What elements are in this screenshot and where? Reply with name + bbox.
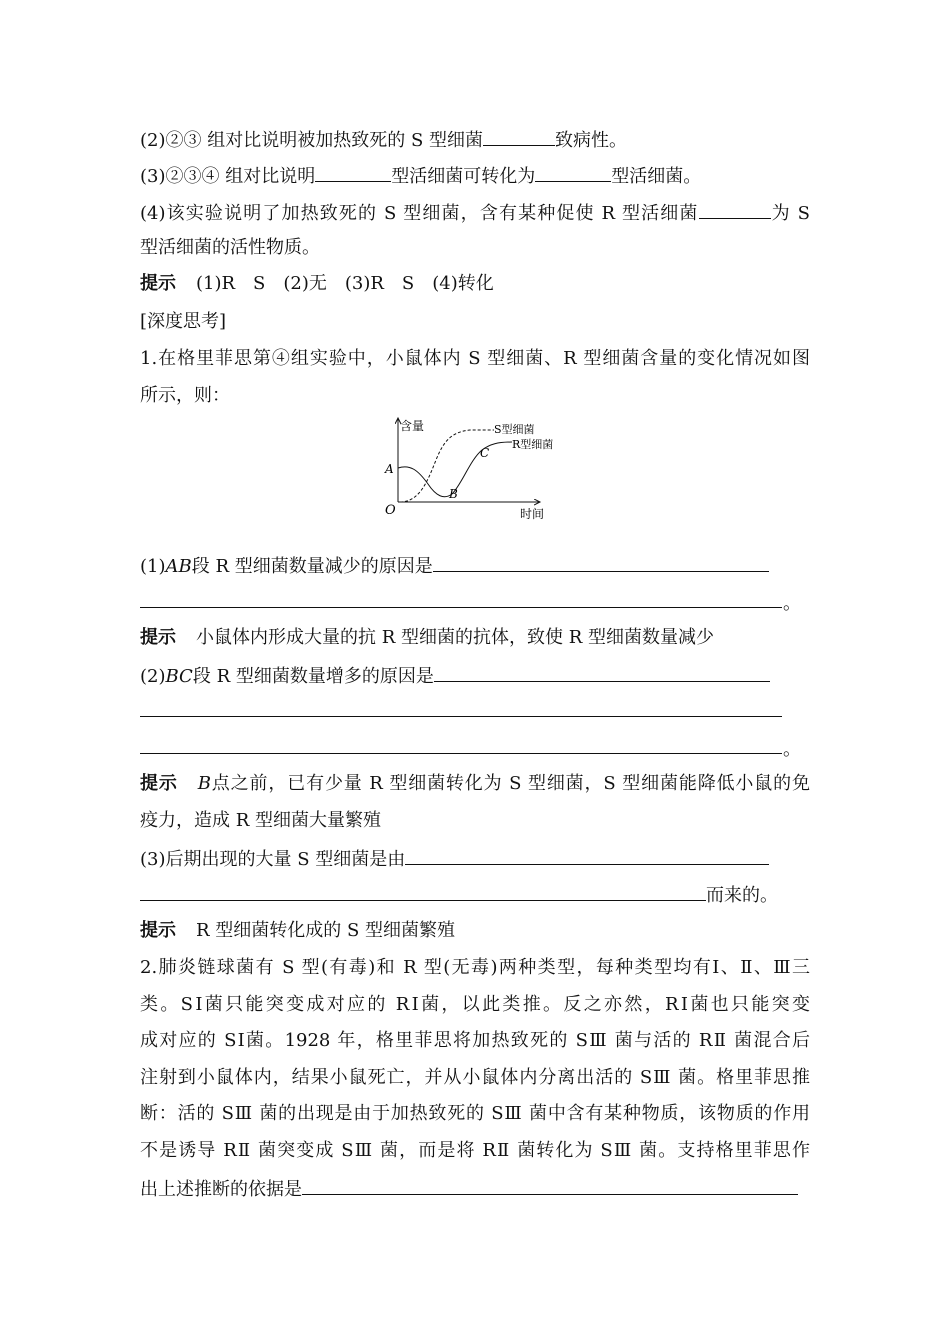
deep-question-2-line: 2.肺炎链球菌有 S 型(有毒)和 R 型(无毒)两种类型，每种类型均有Ⅰ、Ⅱ、Ⅲ三 [140, 957, 811, 978]
hint-sub1 [140, 626, 714, 650]
answer-blank[interactable] [302, 1176, 798, 1195]
bacteria-content-graph [370, 410, 580, 530]
answer-blank[interactable] [535, 163, 611, 182]
question-2-suffix: 致病性。 [555, 130, 627, 151]
deep-question-2-line: 不是诱导 RⅡ 菌突变成 SⅢ 菌，而是将 RⅡ 菌转化为 SⅢ 菌。支持格里菲思作 [140, 1140, 810, 1161]
sentence-end: 。 [783, 593, 801, 614]
legend-r: R型细菌 [512, 438, 554, 451]
hint-label: 提示 [140, 920, 176, 941]
answer-blank[interactable] [483, 127, 555, 146]
hint-1 [140, 272, 494, 296]
deep-question-1-line2: 所示，则： [140, 385, 230, 406]
point-b-label: B [449, 487, 458, 501]
hint-sub3 [140, 919, 455, 943]
deep-question-2-text: 出上述推断的依据是 [140, 1179, 302, 1200]
sub-question-3-line2 [140, 882, 778, 908]
hint-text: 点之前，已有少量 R 型细菌转化为 S 型细菌，S 型细菌能降低小鼠的免 [210, 773, 811, 794]
hint-sub2-line2: 疫力，造成 R 型细菌大量繁殖 [140, 810, 381, 831]
answer-blank[interactable] [434, 663, 770, 682]
sub-question-1-term: AB [165, 556, 192, 577]
section-title: [深度思考] [140, 311, 227, 332]
x-axis-label: 时间 [520, 507, 545, 521]
origin-label: O [385, 503, 396, 518]
answer-blank[interactable] [699, 200, 771, 219]
hint-label: 提示 [140, 773, 178, 794]
hint-label: 提示 [140, 627, 176, 648]
question-2-text: (2)②③ 组对比说明被加热致死的 S 型细菌 [140, 130, 483, 151]
y-axis-label: 含量 [400, 419, 425, 433]
deep-question-2-last-line [140, 1176, 798, 1202]
answer-blank[interactable] [140, 882, 706, 901]
question-2 [140, 127, 627, 153]
point-a-label: A [385, 462, 394, 476]
answer-blank[interactable] [140, 753, 782, 754]
deep-question-2-line: 断：活的 SⅢ 菌的出现是由于加热致死的 SⅢ 菌中含有某种物质，该物质的作用 [140, 1103, 810, 1124]
deep-question-2-line: 注射到小鼠体内，结果小鼠死亡，并从小鼠体内分离出活的 SⅢ 菌。格里菲思推 [140, 1067, 810, 1088]
deep-question-1-line1: 1.在格里菲思第④组实验中，小鼠体内 S 型细菌、R 型细菌含量的变化情况如图 [140, 348, 810, 369]
deep-question-2-line: 类。SⅠ菌只能突变成对应的 RⅠ菌，以此类推。反之亦然，RⅠ菌也只能突变 [140, 994, 810, 1015]
question-4-line2: 型活细菌的活性物质。 [140, 237, 320, 258]
sub-question-3 [140, 846, 769, 872]
legend-s: S型细菌 [494, 423, 535, 436]
sub-question-2-term: BC [165, 666, 193, 687]
sub-question-3-end: 而来的。 [706, 885, 778, 906]
sub-question-1-text: 段 R 型细菌数量减少的原因是 [191, 556, 433, 577]
question-3-mid: 型活细菌可转化为 [391, 166, 536, 187]
sub-question-3-text: (3)后期出现的大量 S 型细菌是由 [140, 849, 406, 870]
answer-blank[interactable] [405, 846, 769, 865]
question-4-line1 [140, 200, 810, 226]
deep-question-2-line: 成对应的 SⅠ菌。1928 年，格里菲思将加热致死的 SⅢ 菌与活的 RⅡ 菌混合后 [140, 1030, 810, 1051]
question-3 [140, 163, 701, 189]
sub-question-1-num: (1) [140, 556, 166, 577]
sub-question-1 [140, 553, 769, 579]
answer-blank[interactable] [140, 716, 782, 717]
point-c-label: C [480, 446, 490, 460]
hint-text: (1)R S (2)无 (3)R S (4)转化 [196, 273, 494, 294]
sentence-end: 。 [783, 739, 801, 760]
hint-sub2-line1 [140, 772, 810, 796]
s-bacteria-curve [400, 430, 494, 502]
question-3-text: (3)②③④ 组对比说明 [140, 166, 316, 187]
question-4-suffix: 为 S [770, 203, 810, 224]
sub-question-2 [140, 663, 770, 689]
hint-term: B [197, 773, 211, 794]
answer-blank[interactable] [433, 553, 769, 572]
hint-text: 小鼠体内形成大量的抗 R 型细菌的抗体，致使 R 型细菌数量减少 [196, 627, 714, 648]
sub-question-2-num: (2) [140, 666, 166, 687]
answer-blank[interactable] [140, 607, 782, 608]
hint-text: R 型细菌转化成的 S 型细菌繁殖 [196, 920, 456, 941]
sub-question-2-text: 段 R 型细菌数量增多的原因是 [192, 666, 434, 687]
question-4-text: (4)该实验说明了加热致死的 S 型细菌，含有某种促使 R 型活细菌 [140, 203, 699, 224]
answer-blank[interactable] [315, 163, 391, 182]
question-3-suffix: 型活细菌。 [611, 166, 702, 187]
hint-label: 提示 [140, 273, 176, 294]
